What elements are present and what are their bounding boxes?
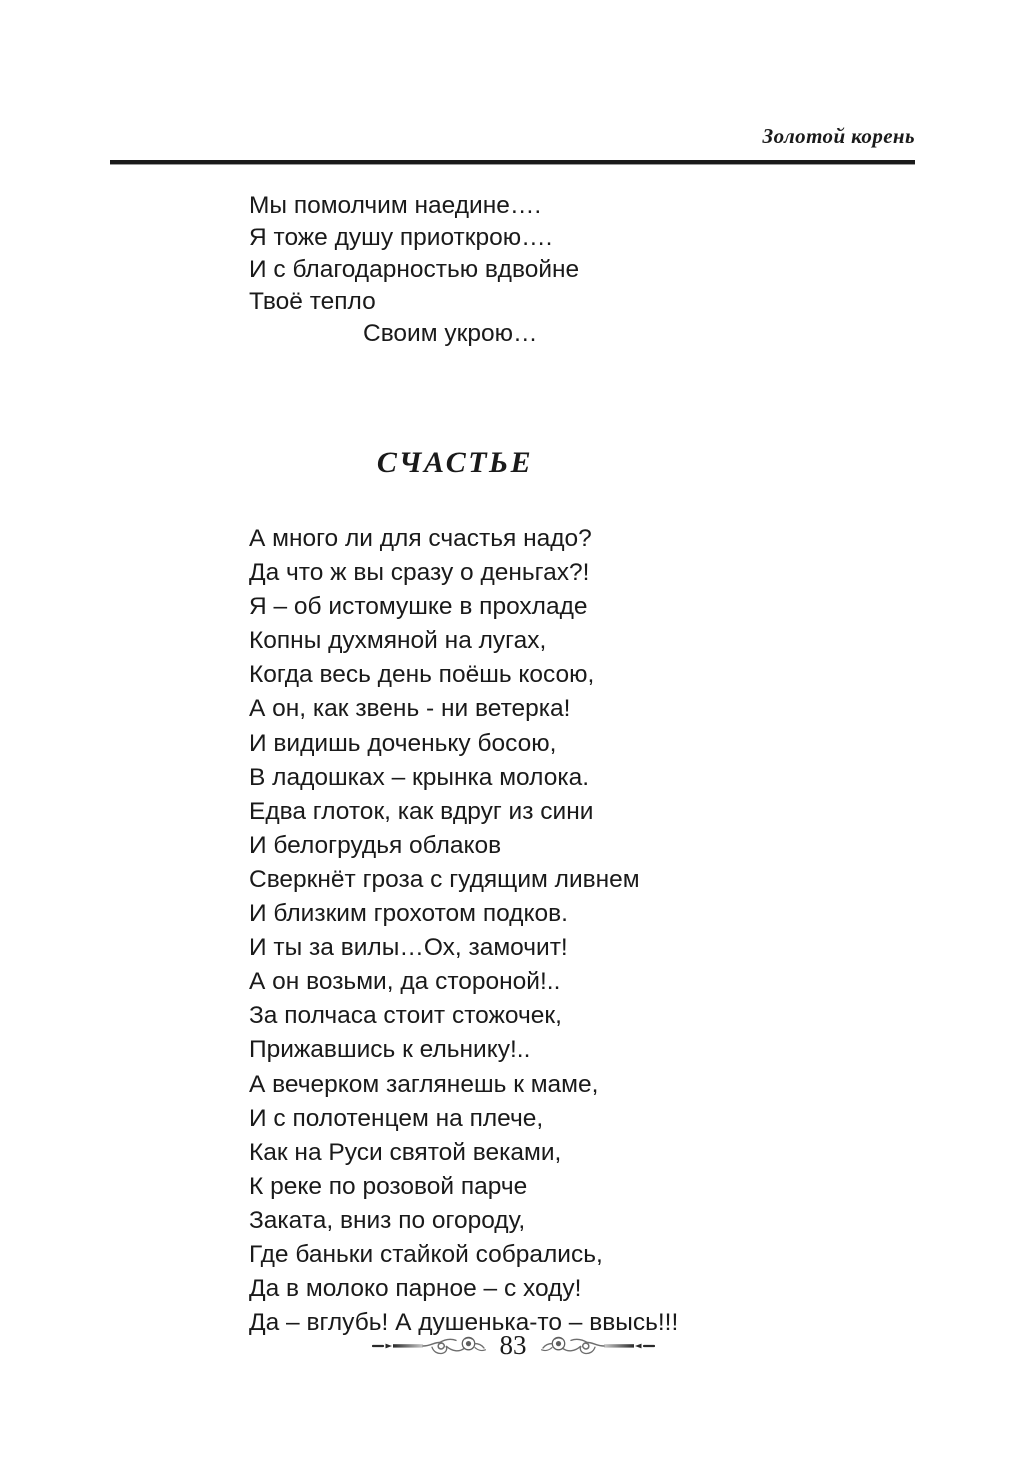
verse-line: Твоё тепло xyxy=(249,288,376,315)
poem-title: СЧАСТЬЕ xyxy=(376,446,534,479)
verse-line: А вечерком заглянешь к маме, xyxy=(249,1070,599,1098)
verse-line: Своим укрою… xyxy=(363,320,538,347)
running-head: Золотой корень xyxy=(762,124,915,148)
verse-line: Где баньки стайкой собрались, xyxy=(249,1240,603,1268)
verse-line: Да что ж вы сразу о деньгах?! xyxy=(249,559,590,587)
page-footer xyxy=(0,1331,1026,1361)
verse-line: В ладошках – крынка молока. xyxy=(249,763,590,791)
floral-scroll-ornament-left xyxy=(372,1331,490,1361)
verse-line: Я – об истомушке в прохладе xyxy=(249,593,588,621)
verse-line: За полчаса стоит стожочек, xyxy=(249,1002,562,1030)
verse-line: Заката, вниз по огороду, xyxy=(249,1206,526,1234)
verse-line: И близким грохотом подков. xyxy=(249,900,568,928)
verse-line: И с благодарностью вдвойне xyxy=(249,256,580,283)
verse-line: И белогрудья облаков xyxy=(249,831,502,859)
verse-line: Прижавшись к ельнику!.. xyxy=(249,1036,531,1064)
verse-line: А он, как звень - ни ветерка! xyxy=(249,695,571,723)
poem-body xyxy=(249,522,969,1340)
verse-line: А он возьми, да стороной!.. xyxy=(249,968,561,996)
stanza-continued xyxy=(249,190,949,350)
verse-line: И ты за вилы…Ох, замочит! xyxy=(249,934,568,962)
verse-line: Мы помолчим наедине…. xyxy=(249,192,542,219)
verse-line: Копны духмяной на лугах, xyxy=(249,627,547,655)
verse-line: Я тоже душу приоткрою…. xyxy=(249,224,553,251)
verse-line: Сверкнёт гроза с гудящим ливнем xyxy=(249,865,640,893)
verse-line: А много ли для счастья надо? xyxy=(249,525,592,552)
verse-line: Когда весь день поёшь косою, xyxy=(249,661,595,689)
verse-line: Едва глоток, как вдруг из сини xyxy=(249,797,594,825)
verse-line: И видишь доченьку босою, xyxy=(249,729,557,757)
verse-line: И с полотенцем на плече, xyxy=(249,1104,544,1132)
verse-line: Да в молоко парное – с ходу! xyxy=(249,1275,582,1303)
floral-scroll-ornament-right xyxy=(537,1331,655,1361)
verse-line: К реке по розовой парче xyxy=(249,1172,528,1200)
verse-line: Как на Руси святой веками, xyxy=(249,1138,562,1166)
header-rule-shadow xyxy=(110,164,915,165)
verse-line: Да – вглубь! А душенька-то – ввысь!!! xyxy=(249,1309,679,1337)
page-number: 83 xyxy=(499,1329,527,1360)
